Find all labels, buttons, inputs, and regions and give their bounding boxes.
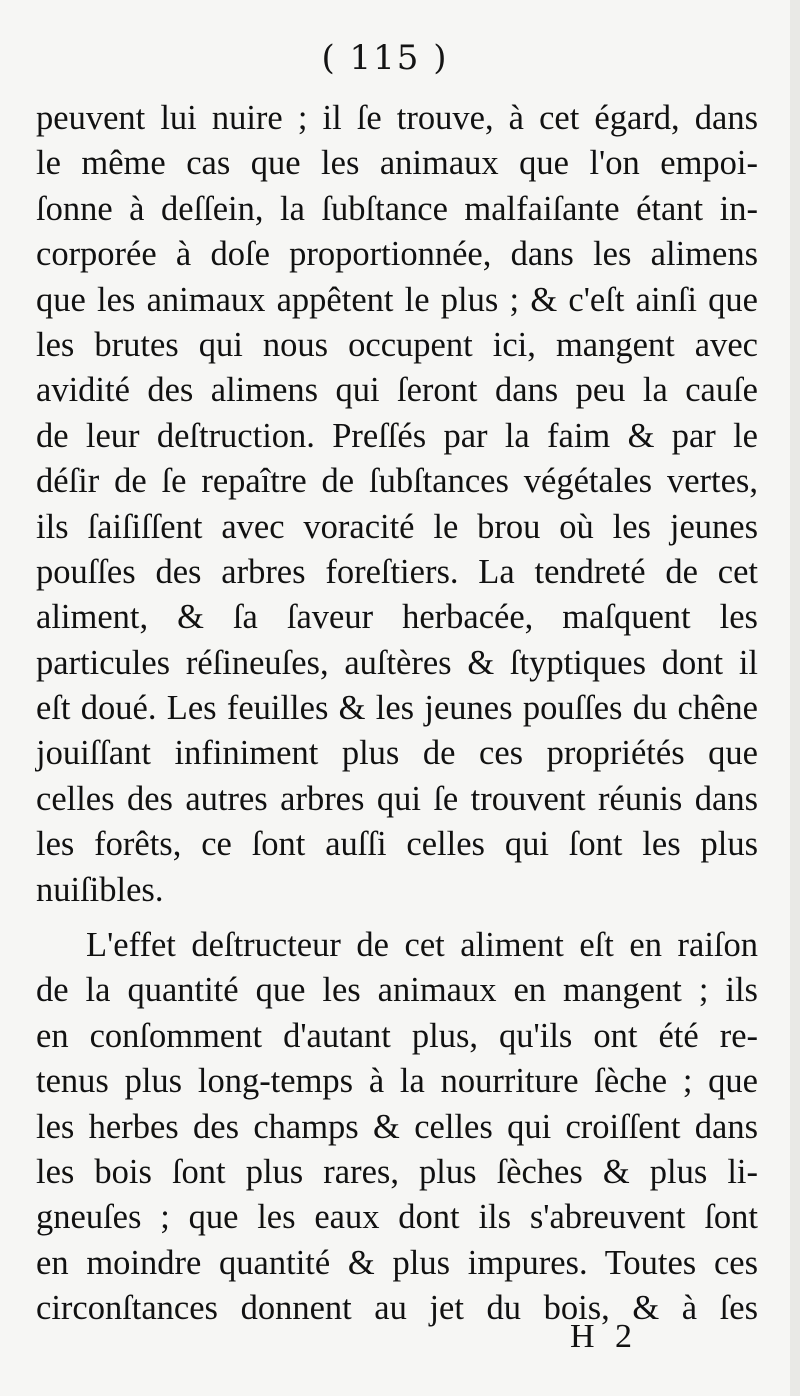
text-line: ils ſaiſiſſent avec voracité le brou où les jeunes [36,507,758,546]
text-line: jouiſſant infiniment plus de ces propriétés que [36,734,758,773]
text-line: gneuſes ; que les eaux dont ils s'abreuvent ſont [36,1198,758,1237]
text-line: celles des autres arbres qui ſe trouvent réunis dans [36,779,758,818]
text-line: ſonne à deſſein, la ſubſtance malfaiſante étant in- [36,189,758,228]
text-line: les forêts, ce ſont auſſi celles qui ſont les plus [36,825,758,864]
paragraph [36,923,758,1332]
body-text [36,96,758,1332]
page-edge [790,0,800,1396]
text-line: les herbes des champs & celles qui croiſſent dans [36,1107,758,1146]
text-line: de leur deſtruction. Preſſés par la faim & par le [36,416,758,455]
text-line: L'effet deſtructeur de cet aliment eſt en raiſon [86,926,758,965]
paragraph [36,96,758,913]
text-line: peuvent lui nuire ; il ſe trouve, à cet égard, dans [36,99,758,137]
text-line: eſt doué. Les feuilles & les jeunes pouſſes du chêne [36,689,758,728]
text-line: circonſtances donnent au jet du bois, & à ſes [36,1289,758,1328]
text-line: aliment, & ſa ſaveur herbacée, maſquent les [36,598,758,637]
text-line: que les animaux appêtent le plus ; & c'eſt ainſi que [36,280,758,319]
text-line: les bois ſont plus rares, plus ſèches & plus li- [36,1152,758,1191]
page-number: ( 115 ) [321,38,449,78]
text-line: tenus plus long-temps à la nourriture ſèche ; que [36,1062,758,1101]
text-line: en conſomment d'autant plus, qu'ils ont été re- [36,1016,758,1055]
text-line: particules réſineuſes, auſtères & ſtyptiques dont il [36,643,758,682]
text-line: de la quantité que les animaux en mangent ; ils [36,971,758,1010]
text-line: déſir de ſe repaître de ſubſtances végétales vertes, [36,462,758,501]
text-line: pouſſes des arbres foreſtiers. La tendreté de cet [36,552,758,591]
text-line: en moindre quantité & plus impures. Toutes ces [36,1243,758,1282]
text-line: avidité des alimens qui ſeront dans peu la cauſe [36,371,758,410]
text-line: les brutes qui nous occupent ici, mangent avec [36,325,758,364]
signature-mark: H 2 [570,1318,639,1355]
text-line: le même cas que les animaux que l'on empoi- [36,144,758,183]
text-line: nuiſibles. [36,870,164,909]
paragraph-gap [36,913,758,923]
text-line: corporée à doſe proportionnée, dans les alimens [36,235,758,274]
